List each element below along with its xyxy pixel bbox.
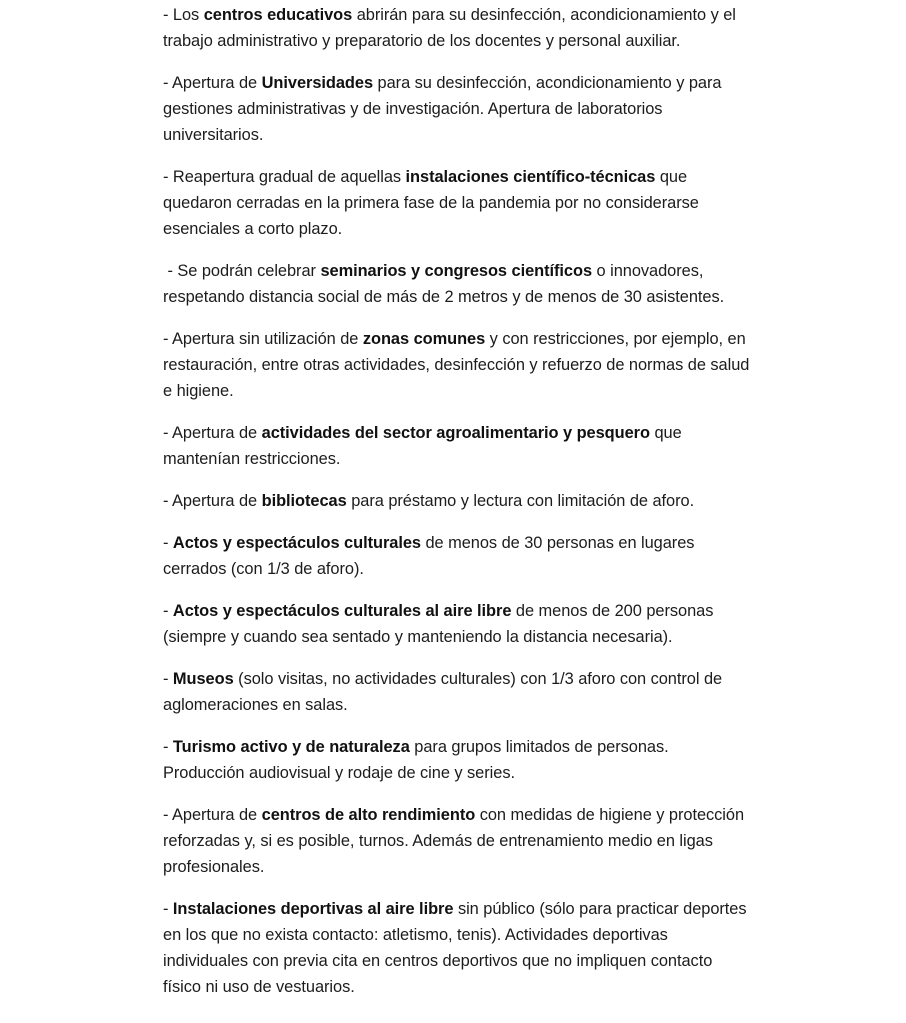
paragraph-universidades	[163, 70, 753, 148]
text-bold: centros educativos	[203, 6, 353, 24]
text-bold: Instalaciones deportivas al aire libre	[172, 900, 454, 918]
paragraph-actos-aire-libre	[163, 598, 753, 650]
paragraph-seminarios-congresos	[163, 258, 753, 310]
paragraph-zonas-comunes	[163, 326, 753, 404]
text-pre: - Apertura de	[163, 74, 262, 92]
text-bold: centros de alto rendimiento	[261, 806, 476, 824]
text-pre: -	[163, 602, 173, 620]
text-post: de menos de 200 personas (siempre y cuando sea sentado y manteniendo la distancia necesaria).	[163, 602, 714, 646]
text-post: para grupos limitados de personas. Producción audiovisual y rodaje de cine y series.	[163, 738, 669, 782]
text-post: de menos de 30 personas en lugares cerrados (con 1/3 de aforo).	[163, 534, 695, 578]
text-bold: Actos y espectáculos culturales al aire libre	[172, 602, 512, 620]
text-bold: actividades del sector agroalimentario y pesquero	[261, 424, 650, 442]
text-post: abrirán para su desinfección, acondicionamiento y el trabajo administrativo y preparatorio de los docentes y personal auxiliar.	[163, 6, 736, 50]
text-post: para su desinfección, acondicionamiento y para gestiones administrativas y de investigación. Apertura de laboratorios universitarios.	[163, 74, 722, 144]
text-post: sin público (sólo para practicar deportes en los que no exista contacto: atletismo, tenis). Actividades deportivas individuales con previa cita en centros deportivos que no impliquen contacto físico ni uso de vestuarios.	[163, 900, 747, 996]
paragraph-centros-educativos	[163, 2, 753, 54]
article-body	[163, 2, 753, 1016]
text-bold: Museos	[172, 670, 234, 688]
text-pre: -	[163, 900, 173, 918]
text-pre: - Se podrán celebrar	[163, 262, 321, 280]
text-bold: zonas comunes	[362, 330, 486, 348]
paragraph-museos	[163, 666, 753, 718]
text-pre: - Apertura de	[163, 492, 262, 510]
paragraph-alto-rendimiento	[163, 802, 753, 880]
text-pre: - Apertura sin utilización de	[163, 330, 363, 348]
text-post: con medidas de higiene y protección reforzadas y, si es posible, turnos. Además de entrenamiento medio en ligas profesionales.	[163, 806, 745, 876]
text-pre: - Apertura de	[163, 424, 262, 442]
text-pre: - Reapertura gradual de aquellas	[163, 168, 406, 186]
text-pre: -	[163, 738, 173, 756]
text-bold: Turismo activo y de naturaleza	[172, 738, 410, 756]
text-pre: -	[163, 534, 173, 552]
text-pre: -	[163, 670, 173, 688]
text-pre: - Los	[163, 6, 204, 24]
text-bold: bibliotecas	[261, 492, 347, 510]
text-bold: seminarios y congresos científicos	[320, 262, 593, 280]
text-bold: instalaciones científico-técnicas	[405, 168, 656, 186]
text-post: (solo visitas, no actividades culturales) con 1/3 aforo con control de aglomeraciones en salas.	[163, 670, 723, 714]
paragraph-bibliotecas	[163, 488, 753, 514]
text-post: o innovadores, respetando distancia social de más de 2 metros y de menos de 30 asistentes.	[163, 262, 725, 306]
text-bold: Universidades	[261, 74, 374, 92]
paragraph-actos-culturales	[163, 530, 753, 582]
paragraph-instalaciones-deportivas	[163, 896, 753, 1000]
text-post: que mantenían restricciones.	[163, 424, 682, 468]
text-bold: Actos y espectáculos culturales	[172, 534, 421, 552]
text-pre: - Apertura de	[163, 806, 262, 824]
paragraph-turismo	[163, 734, 753, 786]
text-post: para préstamo y lectura con limitación de aforo.	[346, 492, 695, 510]
paragraph-instalaciones-cientificas	[163, 164, 753, 242]
text-post: y con restricciones, por ejemplo, en restauración, entre otras actividades, desinfección y refuerzo de normas de salud e higiene.	[163, 330, 750, 400]
paragraph-agroalimentario	[163, 420, 753, 472]
text-post: que quedaron cerradas en la primera fase de la pandemia por no considerarse esenciales a corto plazo.	[163, 168, 699, 238]
